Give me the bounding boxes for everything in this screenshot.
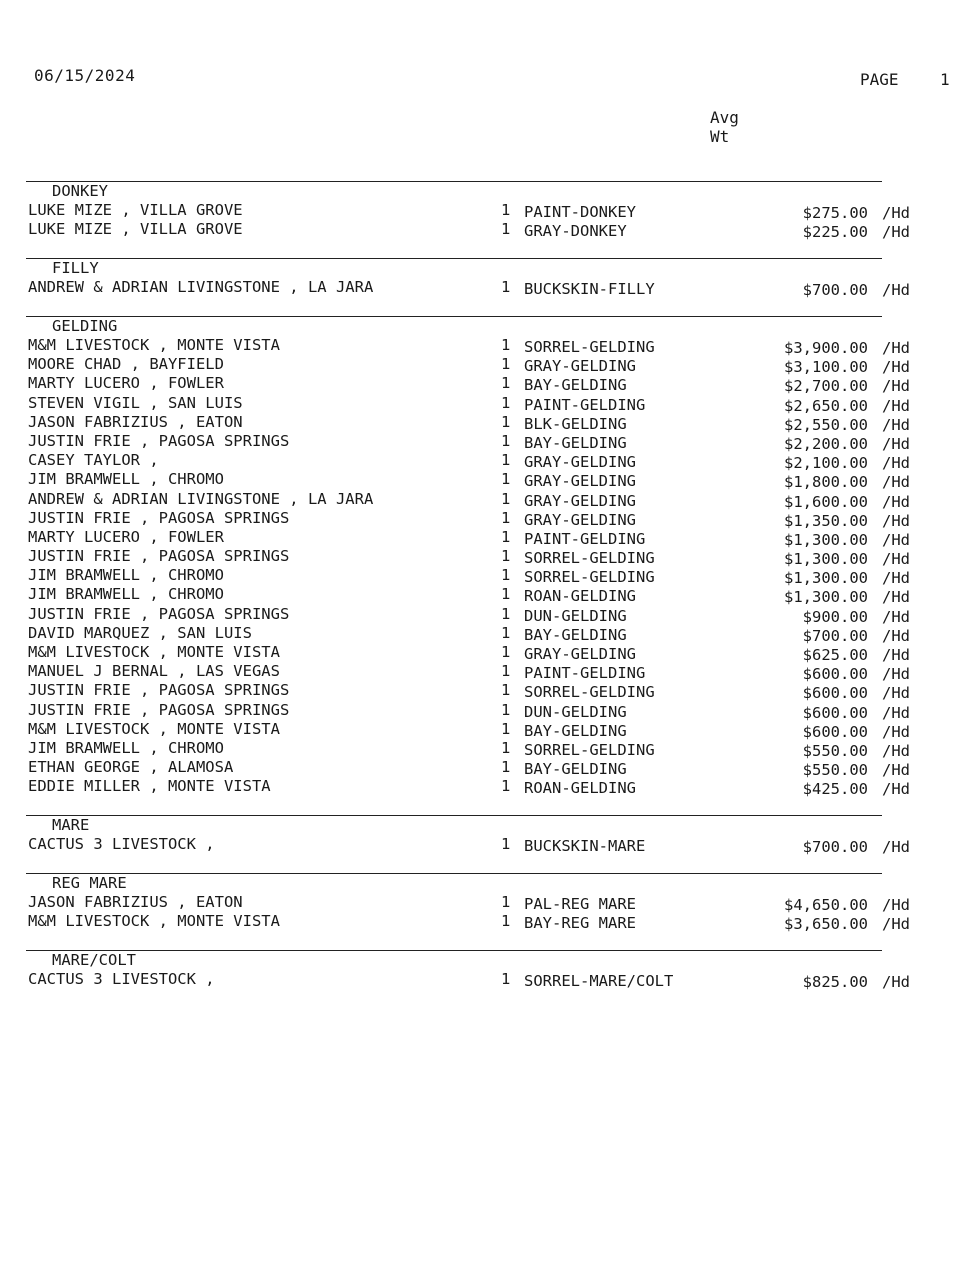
buyer-name: JUSTIN FRIE , PAGOSA SPRINGS xyxy=(28,431,290,450)
head-count: 1 xyxy=(501,738,511,757)
sale-price: $2,550.00 xyxy=(784,415,868,434)
animal-description: BAY-GELDING xyxy=(524,760,627,779)
animal-description: SORREL-GELDING xyxy=(524,338,655,356)
price-unit: /Hd xyxy=(882,665,910,684)
buyer-name: JUSTIN FRIE , PAGOSA SPRINGS xyxy=(28,681,290,700)
buyer-name: MARTY LUCERO , FOWLER xyxy=(28,374,224,393)
buyer-name: CACTUS 3 LIVESTOCK , xyxy=(28,835,215,853)
sale-price: $4,650.00 xyxy=(784,896,868,914)
sale-price: $825.00 xyxy=(802,973,868,991)
sale-price: $700.00 xyxy=(802,626,868,645)
price-unit: /Hd xyxy=(882,434,910,453)
sale-price: $1,350.00 xyxy=(784,511,868,530)
animal-description: GRAY-GELDING xyxy=(524,472,636,491)
sale-row xyxy=(26,893,910,914)
animal-description: BUCKSKIN-FILLY xyxy=(524,280,655,298)
buyer-name: JUSTIN FRIE , PAGOSA SPRINGS xyxy=(28,604,290,623)
head-count: 1 xyxy=(501,336,511,354)
animal-description: ROAN-GELDING xyxy=(524,587,636,606)
animal-description: PAINT-GELDING xyxy=(524,395,646,414)
buyer-name: JUSTIN FRIE , PAGOSA SPRINGS xyxy=(28,700,290,719)
buyer-name: JIM BRAMWELL , CHROMO xyxy=(28,585,224,604)
price-unit: /Hd xyxy=(882,703,910,722)
head-count: 1 xyxy=(501,777,511,796)
section-reg-mare xyxy=(26,873,910,934)
animal-description: ROAN-GELDING xyxy=(524,779,636,798)
animal-description: GRAY-GELDING xyxy=(524,510,636,529)
animal-description: SORREL-GELDING xyxy=(524,740,655,759)
buyer-name: JIM BRAMWELL , CHROMO xyxy=(28,566,224,585)
sale-row xyxy=(26,719,910,741)
sale-price: $625.00 xyxy=(802,646,868,664)
head-count: 1 xyxy=(501,719,511,738)
buyer-name: JUSTIN FRIE , PAGOSA SPRINGS xyxy=(28,547,290,566)
sale-row xyxy=(26,201,910,222)
animal-description: BAY-GELDING xyxy=(524,721,627,740)
head-count: 1 xyxy=(501,393,511,412)
head-count: 1 xyxy=(501,470,511,489)
price-unit: /Hd xyxy=(882,607,910,626)
buyer-name: STEVEN VIGIL , SAN LUIS xyxy=(28,393,243,412)
head-count: 1 xyxy=(501,835,511,853)
buyer-name: MANUEL J BERNAL , LAS VEGAS xyxy=(28,662,280,681)
head-count: 1 xyxy=(501,508,511,527)
animal-description: PAINT-GELDING xyxy=(524,664,646,683)
section-filly xyxy=(26,258,910,299)
animal-description: GRAY-DONKEY xyxy=(524,222,627,241)
buyer-name: M&M LIVESTOCK , MONTE VISTA xyxy=(28,719,280,738)
price-unit: /Hd xyxy=(882,492,910,511)
sale-row xyxy=(26,470,910,492)
price-unit: /Hd xyxy=(882,511,910,530)
sale-price: $3,900.00 xyxy=(784,339,868,357)
animal-description: SORREL-GELDING xyxy=(524,683,655,702)
animal-description: BUCKSKIN-MARE xyxy=(524,837,646,855)
head-count: 1 xyxy=(501,412,511,431)
animal-description: GRAY-GELDING xyxy=(524,491,636,510)
buyer-name: JIM BRAMWELL , CHROMO xyxy=(28,470,224,489)
sale-row xyxy=(26,643,910,664)
animal-description: SORREL-MARE/COLT xyxy=(524,972,674,990)
sale-row xyxy=(26,527,910,549)
animal-description: DUN-GELDING xyxy=(524,606,627,625)
sale-row xyxy=(26,623,910,645)
buyer-name: JASON FABRIZIUS , EATON xyxy=(28,893,243,911)
sale-row xyxy=(26,393,910,415)
buyer-name: JUSTIN FRIE , PAGOSA SPRINGS xyxy=(28,508,290,527)
avg-column-header: Avg xyxy=(710,108,739,127)
animal-description: PAINT-GELDING xyxy=(524,529,646,548)
sale-price: $3,100.00 xyxy=(784,358,868,377)
sale-price: $2,650.00 xyxy=(784,396,868,415)
price-unit: /Hd xyxy=(882,530,910,549)
sale-row xyxy=(26,681,910,703)
section-title: MARE xyxy=(52,816,90,834)
report-date: 06/15/2024 xyxy=(34,66,136,85)
sale-row xyxy=(26,585,910,607)
sale-row xyxy=(26,355,910,377)
buyer-name: ANDREW & ADRIAN LIVINGSTONE , LA JARA xyxy=(28,489,374,508)
buyer-name: M&M LIVESTOCK , MONTE VISTA xyxy=(28,643,280,661)
head-count: 1 xyxy=(501,566,511,585)
head-count: 1 xyxy=(501,451,511,470)
sale-row xyxy=(26,451,910,473)
section-title: REG MARE xyxy=(52,874,127,892)
price-unit: /Hd xyxy=(882,588,910,607)
section-donkey xyxy=(26,181,910,242)
sale-row xyxy=(26,777,910,799)
head-count: 1 xyxy=(501,700,511,719)
sale-price: $1,300.00 xyxy=(784,569,868,588)
price-unit: /Hd xyxy=(882,569,910,588)
sale-row xyxy=(26,758,910,780)
sale-price: $700.00 xyxy=(802,838,868,856)
buyer-name: EDDIE MILLER , MONTE VISTA xyxy=(28,777,271,796)
sale-row xyxy=(26,412,910,434)
sale-row xyxy=(26,336,910,357)
price-unit: /Hd xyxy=(882,396,910,415)
head-count: 1 xyxy=(501,489,511,508)
sale-row xyxy=(26,970,910,991)
head-count: 1 xyxy=(501,585,511,604)
section-title: MARE/COLT xyxy=(52,951,136,969)
sale-row xyxy=(26,604,910,626)
animal-description: BAY-GELDING xyxy=(524,433,627,452)
animal-description: PAL-REG MARE xyxy=(524,895,636,913)
buyer-name: JASON FABRIZIUS , EATON xyxy=(28,412,243,431)
buyer-name: M&M LIVESTOCK , MONTE VISTA xyxy=(28,912,280,931)
section-gelding xyxy=(26,316,910,799)
price-unit: /Hd xyxy=(882,915,910,934)
price-unit: /Hd xyxy=(882,281,910,299)
sale-row xyxy=(26,738,910,760)
head-count: 1 xyxy=(501,278,511,296)
head-count: 1 xyxy=(501,893,511,911)
price-unit: /Hd xyxy=(882,223,910,242)
sale-price: $2,100.00 xyxy=(784,454,868,473)
buyer-name: ANDREW & ADRIAN LIVINGSTONE , LA JARA xyxy=(28,278,374,296)
buyer-name: MARTY LUCERO , FOWLER xyxy=(28,527,224,546)
sale-price: $600.00 xyxy=(802,684,868,703)
sale-row xyxy=(26,700,910,722)
buyer-name: LUKE MIZE , VILLA GROVE xyxy=(28,220,243,239)
animal-description: SORREL-GELDING xyxy=(524,549,655,568)
sale-price: $600.00 xyxy=(802,665,868,684)
animal-description: BAY-REG MARE xyxy=(524,914,636,933)
price-unit: /Hd xyxy=(882,377,910,396)
sale-row xyxy=(26,912,910,934)
sale-row xyxy=(26,489,910,511)
price-unit: /Hd xyxy=(882,204,910,222)
price-unit: /Hd xyxy=(882,838,910,856)
head-count: 1 xyxy=(501,681,511,700)
page-number: 1 xyxy=(940,70,950,89)
sale-price: $550.00 xyxy=(802,741,868,760)
head-count: 1 xyxy=(501,220,511,239)
price-unit: /Hd xyxy=(882,780,910,799)
price-unit: /Hd xyxy=(882,741,910,760)
animal-description: GRAY-GELDING xyxy=(524,453,636,472)
sale-row xyxy=(26,835,910,856)
buyer-name: MOORE CHAD , BAYFIELD xyxy=(28,355,224,374)
animal-description: GRAY-GELDING xyxy=(524,645,636,663)
sale-row xyxy=(26,278,910,299)
section-mare xyxy=(26,815,910,856)
sale-price: $425.00 xyxy=(802,780,868,799)
sale-row xyxy=(26,547,910,569)
head-count: 1 xyxy=(501,623,511,642)
animal-description: BAY-GELDING xyxy=(524,625,627,644)
price-unit: /Hd xyxy=(882,550,910,569)
price-unit: /Hd xyxy=(882,454,910,473)
buyer-name: CASEY TAYLOR , xyxy=(28,451,159,470)
sale-row xyxy=(26,566,910,588)
page-label: PAGE xyxy=(860,70,899,89)
animal-description: DUN-GELDING xyxy=(524,702,627,721)
head-count: 1 xyxy=(501,912,511,931)
section-title: DONKEY xyxy=(52,182,108,200)
sale-price: $700.00 xyxy=(802,281,868,299)
animal-description: PAINT-DONKEY xyxy=(524,203,636,221)
price-unit: /Hd xyxy=(882,646,910,664)
buyer-name: JIM BRAMWELL , CHROMO xyxy=(28,738,224,757)
sale-price: $2,700.00 xyxy=(784,377,868,396)
sale-price: $600.00 xyxy=(802,722,868,741)
buyer-name: CACTUS 3 LIVESTOCK , xyxy=(28,970,215,988)
sale-price: $2,200.00 xyxy=(784,434,868,453)
sale-price: $1,300.00 xyxy=(784,530,868,549)
sale-row xyxy=(26,220,910,242)
sale-price: $1,300.00 xyxy=(784,588,868,607)
price-unit: /Hd xyxy=(882,761,910,780)
section-title: FILLY xyxy=(52,259,99,277)
head-count: 1 xyxy=(501,547,511,566)
section-title: GELDING xyxy=(52,317,118,335)
sale-row xyxy=(26,431,910,453)
sale-price: $3,650.00 xyxy=(784,915,868,934)
sale-row xyxy=(26,662,910,684)
price-unit: /Hd xyxy=(882,339,910,357)
head-count: 1 xyxy=(501,201,511,219)
head-count: 1 xyxy=(501,355,511,374)
price-unit: /Hd xyxy=(882,722,910,741)
price-unit: /Hd xyxy=(882,684,910,703)
buyer-name: M&M LIVESTOCK , MONTE VISTA xyxy=(28,336,280,354)
head-count: 1 xyxy=(501,604,511,623)
section-mare-colt xyxy=(26,950,910,991)
head-count: 1 xyxy=(501,374,511,393)
head-count: 1 xyxy=(501,662,511,681)
sale-price: $275.00 xyxy=(802,204,868,222)
price-unit: /Hd xyxy=(882,896,910,914)
buyer-name: LUKE MIZE , VILLA GROVE xyxy=(28,201,243,219)
wt-column-header: Wt xyxy=(710,127,730,146)
animal-description: SORREL-GELDING xyxy=(524,568,655,587)
buyer-name: ETHAN GEORGE , ALAMOSA xyxy=(28,758,234,777)
head-count: 1 xyxy=(501,758,511,777)
price-unit: /Hd xyxy=(882,473,910,492)
price-unit: /Hd xyxy=(882,973,910,991)
head-count: 1 xyxy=(501,643,511,661)
price-unit: /Hd xyxy=(882,626,910,645)
animal-description: BLK-GELDING xyxy=(524,414,627,433)
animal-description: BAY-GELDING xyxy=(524,376,627,395)
head-count: 1 xyxy=(501,527,511,546)
sale-price: $1,800.00 xyxy=(784,473,868,492)
sale-row xyxy=(26,508,910,530)
sale-price: $550.00 xyxy=(802,761,868,780)
price-unit: /Hd xyxy=(882,415,910,434)
sale-price: $225.00 xyxy=(802,223,868,242)
buyer-name: DAVID MARQUEZ , SAN LUIS xyxy=(28,623,252,642)
sale-price: $1,600.00 xyxy=(784,492,868,511)
head-count: 1 xyxy=(501,970,511,988)
sale-row xyxy=(26,374,910,396)
head-count: 1 xyxy=(501,431,511,450)
sale-price: $900.00 xyxy=(802,607,868,626)
sale-price: $600.00 xyxy=(802,703,868,722)
sale-price: $1,300.00 xyxy=(784,550,868,569)
animal-description: GRAY-GELDING xyxy=(524,357,636,376)
price-unit: /Hd xyxy=(882,358,910,377)
